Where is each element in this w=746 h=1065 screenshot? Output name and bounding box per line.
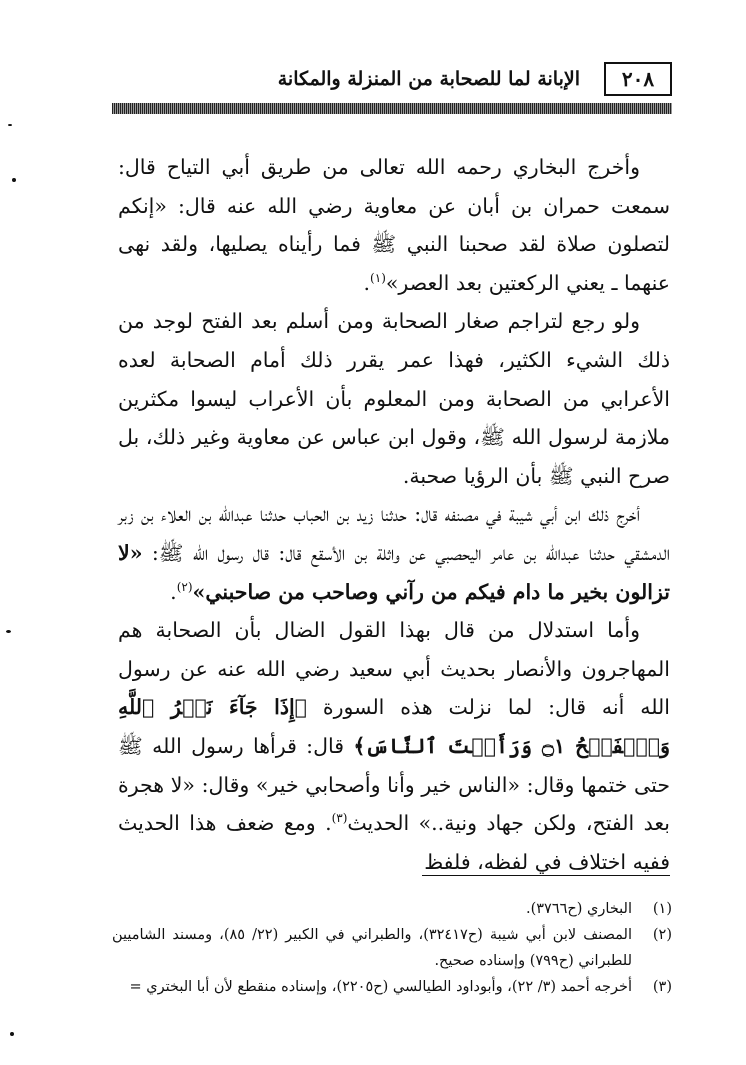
paragraph-3-text: أخرج ذلك ابن أبي شيبة في مصنفه قال: حدثنا زيد بن الحباب حدثنا عبدالله بن العلاء بن زبر الدمشقي حدثنا عبدالله بن عامر اليحصبي عن واثلة بن الأسقع قال: قال رسول الله ﷺ: xyxy=(118,502,670,565)
paragraph-3 xyxy=(118,495,670,611)
paragraph-3-end: . xyxy=(170,579,177,604)
paragraph-4-text-c: . ومع ضعف هذا الحديث ففيه اختلاف في لفظه، فلفظ xyxy=(118,811,670,874)
footnote-text: أخرجه أحمد (٣/ ٢٢)، وأبوداود الطيالسي (ح٢٢٠٥)، وإسناده منقطع لأن أبا البختري = xyxy=(129,979,632,995)
footnote xyxy=(112,974,672,1000)
footnotes xyxy=(112,896,672,1000)
main-text xyxy=(118,148,670,881)
footnote xyxy=(112,896,672,922)
footnote-ref-3: (٣) xyxy=(331,811,348,826)
paragraph-4-text-a: وأما استدلال من قال بهذا القول الضال بأن الصحابة هم المهاجرون والأنصار بحديث أبي سعيد رضي الله عنه عن رسول الله أنه قال: لما نزلت هذه السورة xyxy=(118,618,670,720)
quran-verse: ﴿إِذَا جَآءَ نَصۡرُ ٱللَّهِ وَٱلۡفَتۡحُ ۝١ وَرَأَيۡتَ ٱلنَّاسَ﴾ xyxy=(118,695,670,758)
footnote xyxy=(112,922,672,974)
header-rule xyxy=(112,103,672,114)
paragraph-4 xyxy=(118,611,670,881)
scan-speck xyxy=(6,630,11,633)
footnote-number: (٣) xyxy=(652,979,672,995)
scan-speck xyxy=(10,1032,14,1036)
paragraph-4-text-b: قال: قرأها رسول الله ﷺ حتى ختمها وقال: «الناس خير وأنا وأصحابي خير» وقال: «لا هجرة بعد الفتح، ولكن جهاد ونية..» الحديث xyxy=(118,733,670,836)
footnote-ref-1: (١) xyxy=(370,270,386,285)
scan-speck xyxy=(8,124,12,126)
footnote-text: البخاري (ح٣٧٦٦). xyxy=(525,901,632,917)
footnote-text: المصنف لابن أبي شيبة (ح٣٢٤١٧)، والطبراني في الكبير (٢٢/ ٨٥)، ومسند الشاميين للطبراني (ح٧٩٩) وإسناده صحيح. xyxy=(112,927,632,969)
running-title: الإبانة لما للصحابة من المنزلة والمكانة xyxy=(277,68,580,90)
paragraph-2-text: ولو رجع لتراجم صغار الصحابة ومن أسلم بعد الفتح لوجد من ذلك الشيء الكثير، فهذا عمر يقرر ذلك أمام الصحابة لعده الأعرابي من الصحابة ومن المعلوم بأن الأعراب ليسوا مكثرين ملازمة لرسول الله ﷺ، وقول ابن عباس عن معاوية وغير ذلك، بل صرح النبي ﷺ بأن الرؤيا صحبة. xyxy=(118,309,670,488)
paragraph-1-end: . xyxy=(363,270,371,295)
footnote-ref-2: (٢) xyxy=(176,579,193,594)
footnote-number: (٢) xyxy=(652,927,672,943)
paragraph-1 xyxy=(118,148,670,302)
page-header xyxy=(112,60,672,104)
scan-speck xyxy=(12,178,16,182)
hadith-quote: «لا تزالون بخير ما دام فيكم من رآني وصاحب من صاحبني» xyxy=(118,540,670,604)
footnote-separator xyxy=(422,875,670,876)
footnote-number: (١) xyxy=(652,901,672,917)
page-number: ٢٠٨ xyxy=(604,62,672,96)
paragraph-1-text: وأخرج البخاري رحمه الله تعالى من طريق أبي التياح قال: سمعت حمران بن أبان عن معاوية رضي الله عنه قال: «إنكم لتصلون صلاة لقد صحبنا النبي ﷺ فما رأيناه يصليها، ولقد نهى عنهما ـ يعني الركعتين بعد العصر» xyxy=(118,155,670,295)
paragraph-2 xyxy=(118,302,670,495)
